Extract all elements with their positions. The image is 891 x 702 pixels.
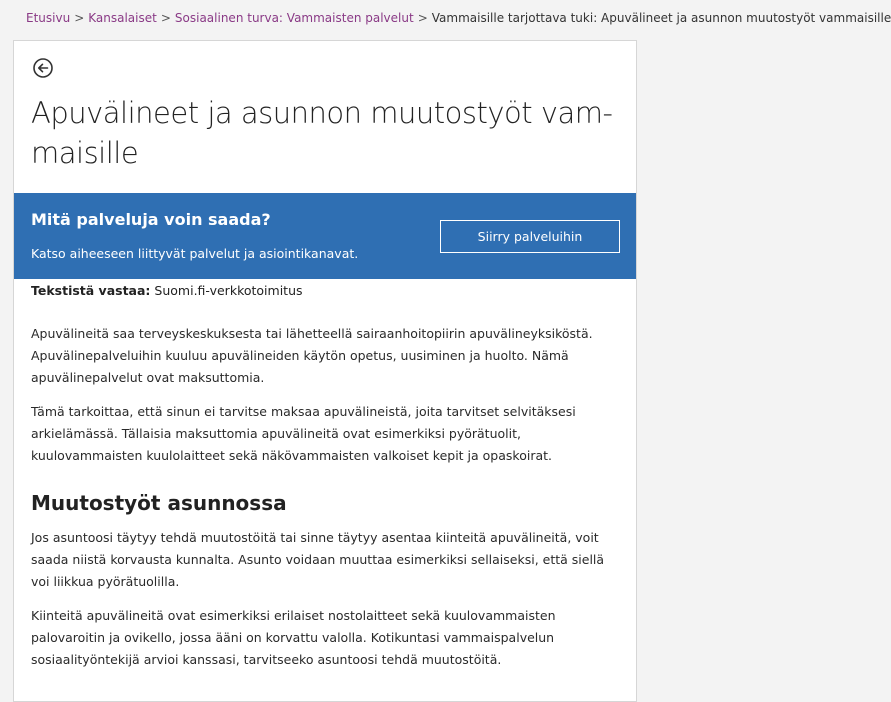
author-label: Tekstistä vastaa: <box>31 283 151 298</box>
article-body <box>31 323 623 683</box>
paragraph: Kiinteitä apuvälineitä ovat esimerkiksi erilaiset nostolaitteet sekä kuulovammaisten palovaroitin ja ovikello, jossa ääni on korvattu valolla. Kotikuntasi vammaispalvelun sosiaalityöntekijä arvioi kanssasi, tarvitseeko asuntoosi tehdä muutostöitä. <box>31 608 556 667</box>
content-card <box>13 40 637 702</box>
section-heading: Muutostyöt asunnossa <box>31 491 287 515</box>
breadcrumb-separator: > <box>417 11 428 25</box>
banner-text: Katso aiheeseen liittyvät palvelut ja asiointikanavat. <box>31 246 359 261</box>
breadcrumb-separator: > <box>160 11 171 25</box>
paragraph: Apuvälineitä saa terveyskeskuksesta tai lähetteellä sairaanhoitopiirin apuvälineyksiköstä. Apuvälinepalveluihin kuuluu apuvälineiden käytön opetus, uusiminen ja huolto. Nämä apuvälinepalvelut ovat maksuttomia. <box>31 326 593 385</box>
breadcrumb-separator: > <box>74 11 85 25</box>
paragraph: Jos asuntoosi täytyy tehdä muutostöitä tai sinne täytyy asentaa kiinteitä apuvälineitä, voit saada niistä korvausta kunnalta. Asunto voidaan muuttaa esimerkiksi sellaiseksi, että siellä voi liikkua pyörätuolilla. <box>31 530 605 589</box>
breadcrumb-current: Vammaisille tarjottava tuki: Apuvälineet ja asunnon muutostyöt vammaisille <box>431 11 891 25</box>
page-title: Apuvälineet ja asunnon muutostyöt vam-maisille <box>31 96 613 170</box>
breadcrumb-link-home[interactable]: Etusivu <box>26 11 71 25</box>
paragraph: Tämä tarkoittaa, että sinun ei tarvitse maksaa apuvälineistä, joita tarvitset selvitäksesi arkielämässä. Tällaisia maksuttomia apuvälineitä ovat esimerkiksi pyörätuolit, kuulovammaisten kuulolaitteet sekä näkövammaisten valkoiset kepit ja opaskoirat. <box>31 404 576 463</box>
breadcrumb-link-disability-services[interactable]: Sosiaalinen turva: Vammaisten palvelut <box>174 11 414 25</box>
services-banner <box>14 193 636 279</box>
banner-title: Mitä palveluja voin saada? <box>31 210 271 229</box>
author-line <box>31 283 303 298</box>
author-value: Suomi.fi-verkkotoimitus <box>154 283 303 298</box>
back-arrow-icon[interactable] <box>32 57 54 79</box>
breadcrumb-link-citizens[interactable]: Kansalaiset <box>88 11 157 25</box>
go-to-services-button[interactable]: Siirry palveluihin <box>440 220 620 253</box>
breadcrumb <box>0 0 891 36</box>
